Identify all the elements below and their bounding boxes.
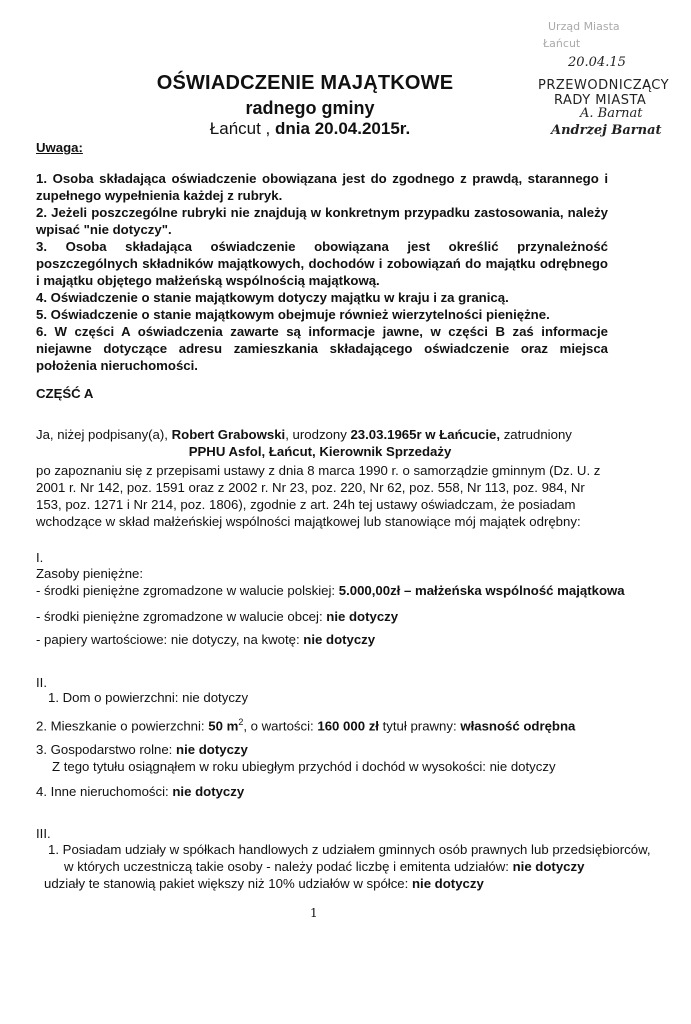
cash-pln-label: - środki pieniężne zgromadzone w walucie polskiej: [36, 583, 339, 598]
place-date [0, 119, 620, 139]
shares-line-2 [64, 858, 584, 875]
note-item: 1. Osoba składająca oświadczenie obowiązana jest do zgodnego z prawdą, starannego i zupełnego wypełnienia każdej z rubryk. [36, 171, 608, 203]
section-1-numeral: I. [36, 550, 44, 565]
cash-foreign-value: nie dotyczy [326, 609, 399, 624]
farm-line [36, 741, 248, 758]
declarant-birth: 23.03.1965r w Łańcucie, [350, 427, 501, 442]
flat-title: własność odrębna [460, 718, 576, 734]
section-2-numeral: II. [36, 675, 47, 690]
declarant-intro-3: zatrudniony [500, 427, 572, 442]
flat-line [36, 714, 575, 734]
notes-list [36, 170, 608, 374]
place-date-value: dnia 20.04.2015r. [275, 119, 411, 138]
securities-label: - papiery wartościowe: nie dotyczy, na kwotę: [36, 632, 304, 647]
declarant-intro: Ja, niżej podpisany(a), [36, 427, 172, 442]
farm-value: nie dotyczy [176, 742, 248, 757]
stamp-signature: A. Barnat [580, 106, 643, 121]
document-subtitle: radnego gminy [245, 98, 375, 118]
flat-value: 160 000 zł [317, 718, 379, 734]
notes-heading: Uwaga: [36, 140, 83, 155]
securities-line [36, 631, 375, 648]
flat-label: 2. Mieszkanie o powierzchni: [36, 718, 209, 734]
securities-value: nie dotyczy [303, 632, 376, 647]
document-title: OŚWIADCZENIE MAJĄTKOWE [156, 72, 454, 94]
house-line: 1. Dom o powierzchni: nie dotyczy [48, 690, 249, 705]
part-a-heading: CZĘŚĆ A [36, 386, 94, 401]
other-property-line [36, 783, 244, 800]
cash-pln-value: 5.000,00zł – małżeńska wspólność majątkowa [338, 583, 625, 598]
declarant-name: Robert Grabowski [171, 427, 286, 442]
stamp-faded-line1: Urząd Miasta [548, 20, 620, 33]
declarant-line [36, 426, 636, 443]
flat-value-label: , o wartości: [243, 718, 318, 734]
shares-line-2-value: nie dotyczy [512, 859, 585, 874]
section-3-numeral: III. [36, 826, 51, 841]
page-number: 1 [310, 906, 318, 920]
declarant-intro-2: , urodzony [285, 427, 351, 442]
note-item: 2. Jeżeli poszczególne rubryki nie znajdują w konkretnym przypadku zastosowania, należy wpisać "nie dotyczy". [36, 205, 608, 237]
legal-basis-text: po zapoznaniu się z przepisami ustawy z dnia 8 marca 1990 r. o samorządzie gminnym (Dz. U. z 2001 r. Nr 142, poz. 1591 oraz z 2002 r. Nr 23, poz. 220, Nr 62, poz. 558, Nr 113, poz. 984, Nr 153, poz. 1271 i Nr 214, poz. 1806), zgodnie z art. 24h tej ustawy oświadczam, że posiadam wchodzące w skład małżeńskiej wspólności majątkowej lub stanowiące mój majątek odrębny: [36, 463, 601, 529]
stamp-signer-name: Andrzej Barnat [551, 123, 662, 138]
section-1-heading: Zasoby pieniężne: [36, 566, 144, 581]
other-property-value: nie dotyczy [172, 784, 245, 799]
note-item: 4. Oświadczenie o stanie majątkowym dotyczy majątku w kraju i za granicą. [36, 290, 509, 305]
place-date-prefix: Łańcut , [209, 119, 271, 138]
flat-title-label: tytuł prawny: [378, 718, 461, 734]
stamp-faded-line2: Łańcut [543, 37, 581, 50]
cash-foreign-label: - środki pieniężne zgromadzone w walucie obcej: [36, 609, 327, 624]
note-item: 3. Osoba składająca oświadczenie obowiązana jest określić przynależność poszczególnych składników majątkowych, dochodów i zobowiązań do majątku odrębnego i majątku objętego małżeńską wspólnością majątkową. [36, 239, 608, 288]
flat-area-unit-exponent: 2 [238, 717, 244, 727]
stamp-office-title-2: RADY MIASTA [554, 93, 647, 108]
declarant-employer: PPHU Asfol, Łańcut, Kierownik Sprzedaży [188, 444, 452, 459]
stamp-received-date: 20.04.15 [568, 55, 626, 70]
shares-line-3-value: nie dotyczy [411, 876, 484, 891]
shares-line-1: 1. Posiadam udziały w spółkach handlowych z udziałem gminnych osób prawnych lub przedsiębiorców, [48, 842, 651, 857]
shares-line-2-label: w których uczestniczą takie osoby - należy podać liczbę i emitenta udziałów: [64, 859, 513, 874]
farm-label: 3. Gospodarstwo rolne: [36, 742, 177, 757]
shares-line-3 [44, 875, 484, 892]
cash-foreign-line [36, 608, 398, 625]
cash-pln-line [36, 582, 625, 599]
note-item: 6. W części A oświadczenia zawarte są informacje jawne, w części B zaś informacje niejawne dotyczące adresu zamieszkania składającego oświadczenie oraz miejsca położenia nieruchomości. [36, 324, 608, 373]
flat-area: 50 m [208, 718, 239, 734]
note-item: 5. Oświadczenie o stanie majątkowym obejmuje również wierzytelności pieniężne. [36, 307, 550, 322]
other-property-label: 4. Inne nieruchomości: [36, 784, 173, 799]
farm-income-line: Z tego tytułu osiągnąłem w roku ubiegłym przychód i dochód w wysokości: nie dotyczy [52, 759, 556, 774]
stamp-office-title-1: PRZEWODNICZĄCY [538, 78, 670, 93]
shares-line-3-label: udziały te stanowią pakiet większy niż 10% udziałów w spółce: [44, 876, 412, 891]
